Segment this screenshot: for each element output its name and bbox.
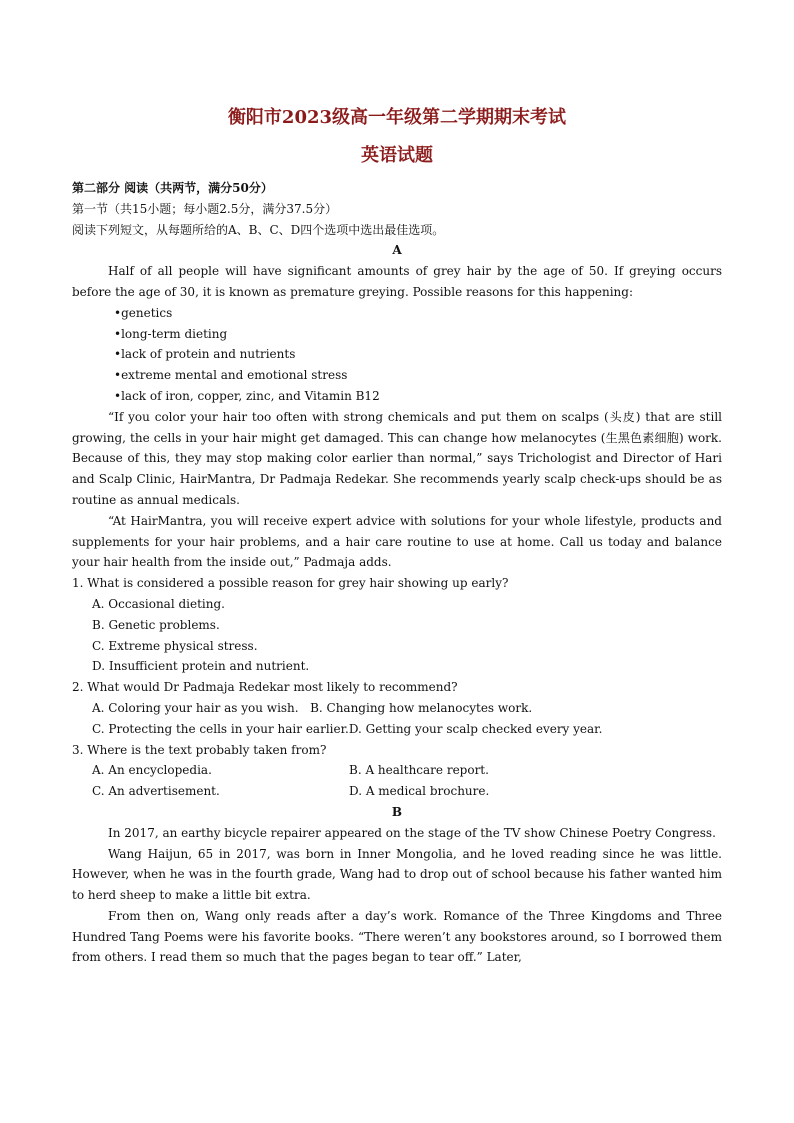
question-2-stem: 2. What would Dr Padmaja Redekar most likely to recommend?: [72, 680, 458, 695]
section-heading: 第一节（共15小题；每小题2.5分，满分37.5分）: [72, 201, 338, 216]
bullet-item: •genetics: [114, 305, 173, 320]
question-1-option-b: B. Genetic problems.: [92, 617, 220, 632]
question-3-options-row-2: [92, 781, 722, 802]
passage-a-label: A: [392, 243, 402, 258]
question-3-option-d: D. A medical brochure.: [349, 784, 490, 799]
question-1-option-d: D. Insufficient protein and nutrient.: [92, 659, 310, 674]
passage-b-paragraph-2: Wang Haijun, 65 in 2017, was born in Inner Mongolia, and he loved reading since he was little. However, when he was in the fourth grade, Wang had to drop out of school because his father wanted him to herd sheep to make a little bit extra.: [72, 846, 722, 903]
passage-a-intro: Half of all people will have significant amounts of grey hair by the age of 50. If greying occurs before the age of 30, it is known as premature greying. Possible reasons for this happening:: [72, 264, 722, 299]
question-3-option-b: B. A healthcare report.: [349, 763, 489, 778]
exam-page: [72, 100, 722, 968]
question-2-option-c: C. Protecting the cells in your hair earlier.: [92, 721, 349, 736]
bullet-item: •lack of iron, copper, zinc, and Vitamin B12: [114, 388, 380, 403]
question-2-option-a: A. Coloring your hair as you wish.: [92, 700, 299, 715]
instruction: 阅读下列短文，从每题所给的A、B、C、D四个选项中选出最佳选项。: [72, 222, 445, 237]
passage-b-paragraph-3: From then on, Wang only reads after a day’s work. Romance of the Three Kingdoms and Three Hundred Tang Poems were his favorite books. “There weren’t any bookstores around, so I borrowed them from others. I read them so much that the pages began to tear off.” Later,: [72, 908, 722, 965]
question-2-option-b: B. Changing how melanocytes work.: [310, 700, 533, 715]
question-1-stem: 1. What is considered a possible reason for grey hair showing up early?: [72, 576, 509, 591]
question-1-option-c: C. Extreme physical stress.: [92, 638, 258, 653]
passage-b-label: B: [391, 804, 403, 819]
question-2-options-row-1: [92, 698, 722, 719]
question-2-options-row-2: [92, 719, 722, 740]
bullet-item: •lack of protein and nutrients: [114, 347, 296, 362]
passage-b-paragraph-1: In 2017, an earthy bicycle repairer appeared on the stage of the TV show Chinese Poetry Congress.: [108, 825, 716, 840]
part-heading: 第二部分 阅读（共两节，满分50分）: [72, 181, 273, 195]
passage-a-paragraph-3: “At HairMantra, you will receive expert advice with solutions for your whole lifestyle, products and supplements for your hair problems, and a hair care routine to use at home. Call us today and balance your hair health from the inside out,” Padmaja adds.: [72, 513, 722, 570]
passage-a-paragraph-2: “If you color your hair too often with strong chemicals and put them on scalps (头皮) that are still growing, the cells in your hair might get damaged. This can change how melanocytes (生黑色素细胞) work. Because of this, they may stop making color earlier than normal,” says Trichologist and Director of Hari and Scalp Clinic, HairMantra, Dr Padmaja Redekar. She recommends yearly scalp check-ups should be as routine as annual medicals.: [72, 409, 722, 507]
exam-subtitle: 英语试题: [361, 145, 433, 166]
question-3-option-a: A. An encyclopedia.: [92, 763, 212, 778]
question-3-options-row-1: [92, 760, 722, 781]
question-2-option-d: D. Getting your scalp checked every year.: [348, 721, 603, 736]
bullet-item: •long-term dieting: [114, 326, 228, 341]
bullet-item: •extreme mental and emotional stress: [114, 368, 348, 383]
question-3-stem: 3. Where is the text probably taken from?: [72, 742, 327, 757]
question-3-option-c: C. An advertisement.: [92, 784, 220, 799]
exam-title: 衡阳市2023级高一年级第二学期期末考试: [227, 107, 567, 128]
question-1-option-a: A. Occasional dieting.: [92, 596, 225, 611]
